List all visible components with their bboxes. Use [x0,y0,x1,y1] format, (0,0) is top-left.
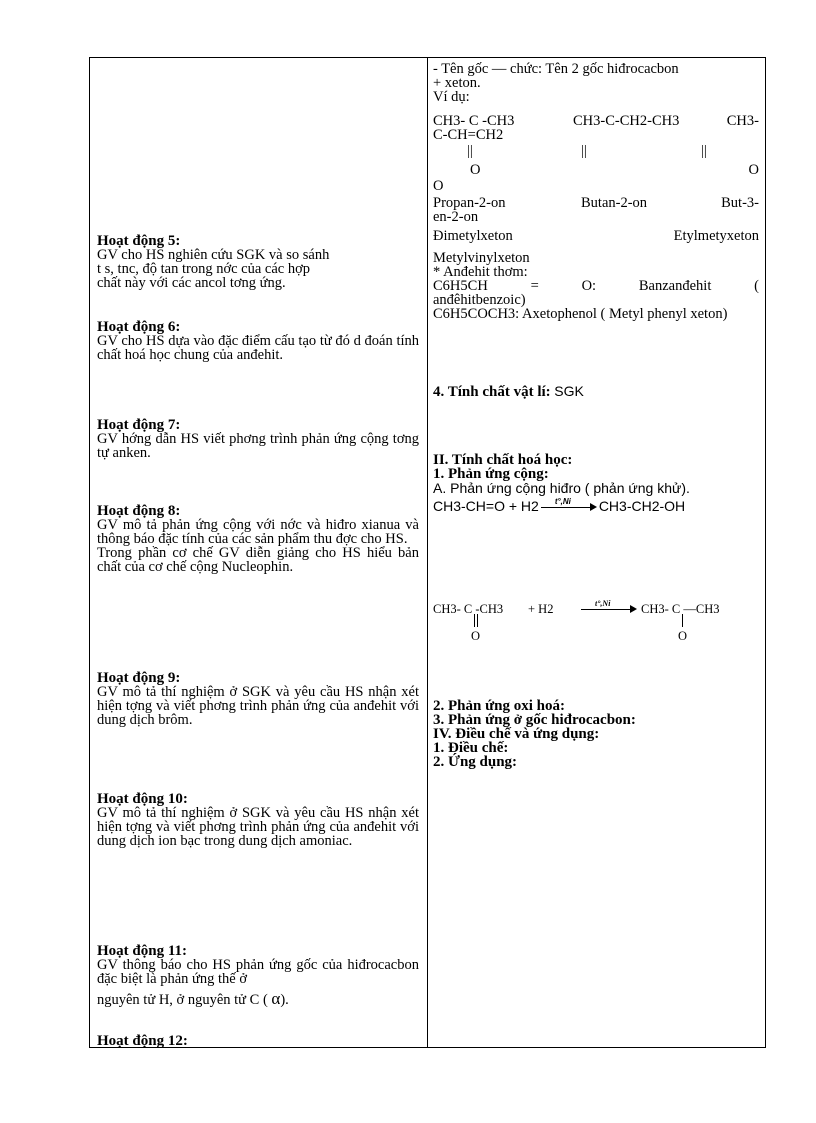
activity-9 [97,671,419,727]
addition-title: 1. Phản ứng cộng: [433,466,549,482]
hydro-title: A. Phản ứng cộng hiđro ( phản ứng khử). [433,480,690,496]
activity-7 [97,418,419,460]
equation-2-product: CH3- C —CH3 [641,602,720,616]
activity-6-text: GV cho HS dựa vào đặc điểm cấu tạo từ đó d đoán tính chất hoá học chung của anđehit. [97,333,419,363]
radical-title: 3. Phản ứng ở gốc hiđrocacbon: [433,712,636,728]
naming-section [433,62,759,104]
example-label: Ví dụ: [433,89,470,105]
equation-1: CH3-CH=O + H2 t°,Ni CH3-CH2-OH [433,497,686,514]
aromatic-section [433,251,759,321]
example-formula-1: CH3- C -CH3 [433,113,515,129]
activity-5-text-3: chất này với các ancol tơng ứng. [97,275,286,291]
activity-10 [97,792,419,848]
activity-5-text-2: t s, tnc, độ tan trong nớc của các hợp [97,261,311,277]
name-methylvinylketone: Metylvinylxeton [433,250,530,266]
activity-8-text-2: Trong phần cơ chế GV diễn giảng cho HS hiểu bản chất của cơ chế cộng Nucleophin. [97,545,419,575]
activity-9-title: Hoạt động 9: [97,670,181,686]
double-bond-2: || [581,143,587,159]
activity-9-text: GV mô tả thí nghiệm ở SGK và yêu cầu HS nhận xét hiện tợng và viết phơng trình phản ứng của anđehit với dung dịch brôm. [97,684,419,728]
name-butenone-end: en-2-on [433,209,479,225]
remaining-sections [433,699,759,769]
oxygen-2: O [748,162,759,178]
activity-11-title: Hoạt động 11: [97,943,188,959]
physical-title: 4. Tính chất vật lí: [433,384,551,400]
reaction-arrow-1: t°,Ni [541,502,597,512]
equation-2-oxygen-right: O [678,629,688,643]
oxygen-1: O [470,162,481,178]
example-formula-3-end: C-CH=CH2 [433,127,504,143]
reaction-arrow-2: t°,Ni [581,604,637,614]
equation-2-plus-h2: + H2 [528,602,554,616]
double-bond-3: || [701,143,707,159]
double-bond-1: || [467,143,473,159]
equation-2-single-bond [682,614,683,627]
name-butanone: Butan-2-on [581,195,648,211]
oxygen-3: O [433,178,444,194]
chemical-title: II. Tính chất hoá học: [433,452,573,468]
aromatic-title: * Anđehit thơm: [433,264,528,280]
lesson-table [89,57,766,1048]
physical-ref: SGK [554,383,584,399]
aromatic-line-3: C6H5COCH3: Axetophenol ( Metyl phenyl xeton) [433,306,728,322]
alpha-symbol: α [271,989,281,1008]
activity-5-title: Hoạt động 5: [97,233,181,249]
activity-11-text-2: nguyên tử H, ở nguyên tử C ( α). [97,989,289,1008]
name-dimethylketone: Đimetylxeton [433,228,513,244]
oxidation-title: 2. Phản ứng oxi hoá: [433,698,565,714]
activity-6 [97,320,419,362]
aromatic-line-2: anđêhitbenzoic) [433,292,526,308]
chemical-properties [433,453,759,513]
activity-8-title: Hoạt động 8: [97,503,181,519]
activity-12-title: Hoạt động 12: [97,1034,188,1048]
preparation-title: IV. Điều chế và ứng dụng: [433,726,600,742]
activity-8 [97,504,419,574]
activity-5 [97,234,419,290]
activity-8-text-1: GV mô tả phản ứng cộng với nớc và hiđro xianua và thông báo đặc tính của các sản phẩm thu đợc cho HS. [97,517,419,547]
example-formula-3-start: CH3- [726,113,759,129]
activity-7-title: Hoạt động 7: [97,417,181,433]
applications-subtitle: 2. Ứng dụng: [433,754,518,770]
name-butenone-start: But-3- [721,195,759,211]
activity-5-text-1: GV cho HS nghiên cứu SGK và so sánh [97,247,330,263]
equation-2-double-bond [474,614,478,627]
name-ethylmethylketone: Etylmetyxeton [673,228,759,244]
equation-2 [433,599,759,646]
physical-properties [433,384,759,399]
column-divider [427,58,428,1047]
activity-10-title: Hoạt động 10: [97,791,188,807]
example-formula-2: CH3-C-CH2-CH3 [573,113,680,129]
naming-line-1: - Tên gốc — chức: Tên 2 gốc hiđrocacbon [433,61,679,77]
name-propanone: Propan-2-on [433,195,506,211]
activity-12 [97,1034,419,1048]
aromatic-line-1: C6H5CH = O: Banzanđehit ( [433,278,759,294]
naming-line-2: + xeton. [433,75,481,91]
activity-11-text-1: GV thông báo cho HS phản ứng gốc của hiđrocacbon đặc biệt là phản ứng thế ở [97,957,419,987]
preparation-subtitle: 1. Điều chế: [433,740,509,756]
ketone-examples [433,114,759,249]
activity-6-title: Hoạt động 6: [97,319,181,335]
equation-2-reactant: CH3- C -CH3 [433,602,504,616]
equation-2-oxygen-left: O [471,629,481,643]
activity-7-text: GV hớng dẫn HS viết phơng trình phản ứng cộng tơng tự anken. [97,431,419,461]
activity-10-text: GV mô tả thí nghiệm ở SGK và yêu cầu HS nhận xét hiện tợng và viết phơng trình phản ứng của anđehit với dung dịch ion bạc trong dung dịch amoniac. [97,805,419,849]
activity-11 [97,944,419,1007]
